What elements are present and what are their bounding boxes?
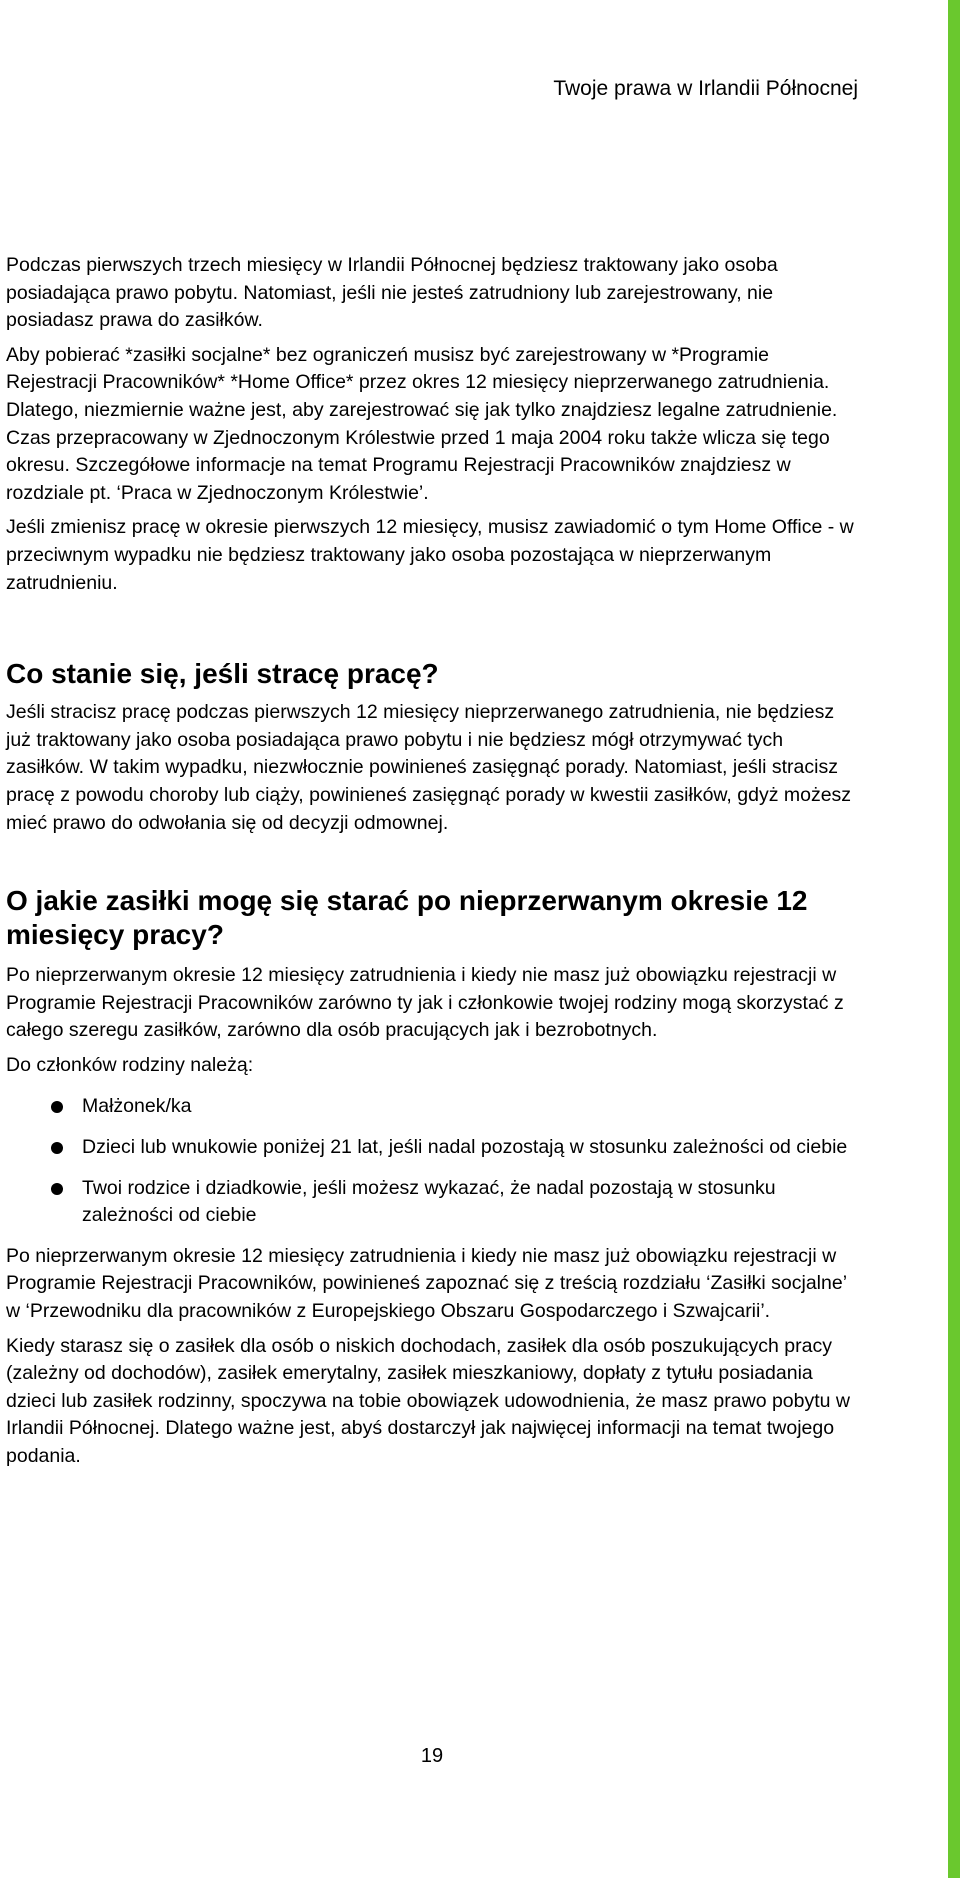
accent-side-bar xyxy=(948,0,960,1878)
list-item xyxy=(6,1093,858,1121)
paragraph-registration-scheme: Aby pobierać *zasiłki socjalne* bez ograniczeń musisz być zarejestrowany w *Programie Rejestracji Pracowników* *Home Office* przez okres 12 miesięcy nieprzerwanego zatrudnienia. Dlatego, niezmiernie ważne jest, aby zarejestrować się jak tylko znajdziesz legalne zatrudnienie. Czas przepracowany w Zjednoczonym Królestwie przed 1 maja 2004 roku także wlicza się tego okresu. Szczegółowe informacje na temat Programu Rejestracji Pracowników znajdziesz w rozdziale pt. ‘Praca w Zjednoczonym Królestwie’. xyxy=(6,343,838,504)
family-members-list xyxy=(6,1093,858,1229)
list-item xyxy=(6,1134,858,1162)
paragraph-family-members-intro: Do członków rodziny należą: xyxy=(6,1053,254,1076)
paragraph-lose-job: Jeśli stracisz pracę podczas pierwszych 12 miesięcy nieprzerwanego zatrudnienia, nie będziesz już traktowany jako osoba posiadająca prawo pobytu i nie będziesz mógł otrzymywać tych zasiłków. W takim wypadku, niezwłocznie powinieneś zasięgnąć porady. Natomiast, jeśli stracisz pracę z powodu choroby lub ciąży, powinieneś zasięgnąć porady w kwestii zasiłków, gdyż możesz mieć prawo do odwołania się od decyzji odmownej. xyxy=(6,701,852,834)
running-header: Twoje prawa w Irlandii Północnej xyxy=(553,77,858,100)
list-item-text: Twoi rodzice i dziadkowie, jeśli możesz wykazać, że nadal pozostają w stosunku zależności od ciebie xyxy=(82,1176,776,1227)
page-number: 19 xyxy=(420,1745,444,1767)
section-heading-lose-job: Co stanie się, jeśli stracę pracę? xyxy=(6,658,439,690)
document-body xyxy=(6,252,858,1478)
paragraph-social-benefits-guide: Po nieprzerwanym okresie 12 miesięcy zatrudnienia i kiedy nie masz już obowiązku rejestracji w Programie Rejestracji Pracowników, powinieneś zapoznać się z treścią rozdziału ‘Zasiłki socjalne’ w ‘Przewodniku dla pracowników z Europejskiego Obszaru Gospodarczego i Szwajcarii’. xyxy=(6,1244,847,1323)
paragraph-burden-of-proof: Kiedy starasz się o zasiłek dla osób o niskich dochodach, zasiłek dla osób poszukujących pracy (zależny od dochodów), zasiłek emerytalny, zasiłek mieszkaniowy, dopłaty z tytułu posiadania dzieci lub zasiłek rodzinny, spoczywa na tobie obowiązek udowodnienia, że masz prawo pobytu w Irlandii Północnej. Dlatego ważne jest, abyś dostarczył jak najwięcej informacji na temat twojego podania. xyxy=(6,1334,851,1467)
list-item-text: Małżonek/ka xyxy=(82,1095,192,1118)
list-item-text: Dzieci lub wnukowie poniżej 21 lat, jeśli nadal pozostają w stosunku zależności od ciebie xyxy=(82,1136,848,1159)
bullet-icon xyxy=(51,1101,63,1113)
section-heading-benefits: O jakie zasiłki mogę się starać po nieprzerwanym okresie 12 miesięcy pracy? xyxy=(6,885,808,951)
paragraph-initial-residence: Podczas pierwszych trzech miesięcy w Irlandii Północnej będziesz traktowany jako osoba posiadająca prawo pobytu. Natomiast, jeśli nie jesteś zatrudniony lub zarejestrowany, nie posiadasz prawa do zasiłków. xyxy=(6,254,778,332)
paragraph-change-job: Jeśli zmienisz pracę w okresie pierwszych 12 miesięcy, musisz zawiadomić o tym Home Office - w przeciwnym wypadku nie będziesz traktowany jako osoba pozostająca w nieprzerwanym zatrudnieniu. xyxy=(6,516,854,594)
bullet-icon xyxy=(51,1183,63,1195)
list-item xyxy=(6,1175,858,1230)
bullet-icon xyxy=(51,1142,63,1154)
paragraph-benefits-after-12-months: Po nieprzerwanym okresie 12 miesięcy zatrudnienia i kiedy nie masz już obowiązku rejestracji w Programie Rejestracji Pracowników zarówno ty jak i członkowie twojej rodziny mogą skorzystać z całego szeregu zasiłków, zarówno dla osób pracujących jak i bezrobotnych. xyxy=(6,964,844,1042)
